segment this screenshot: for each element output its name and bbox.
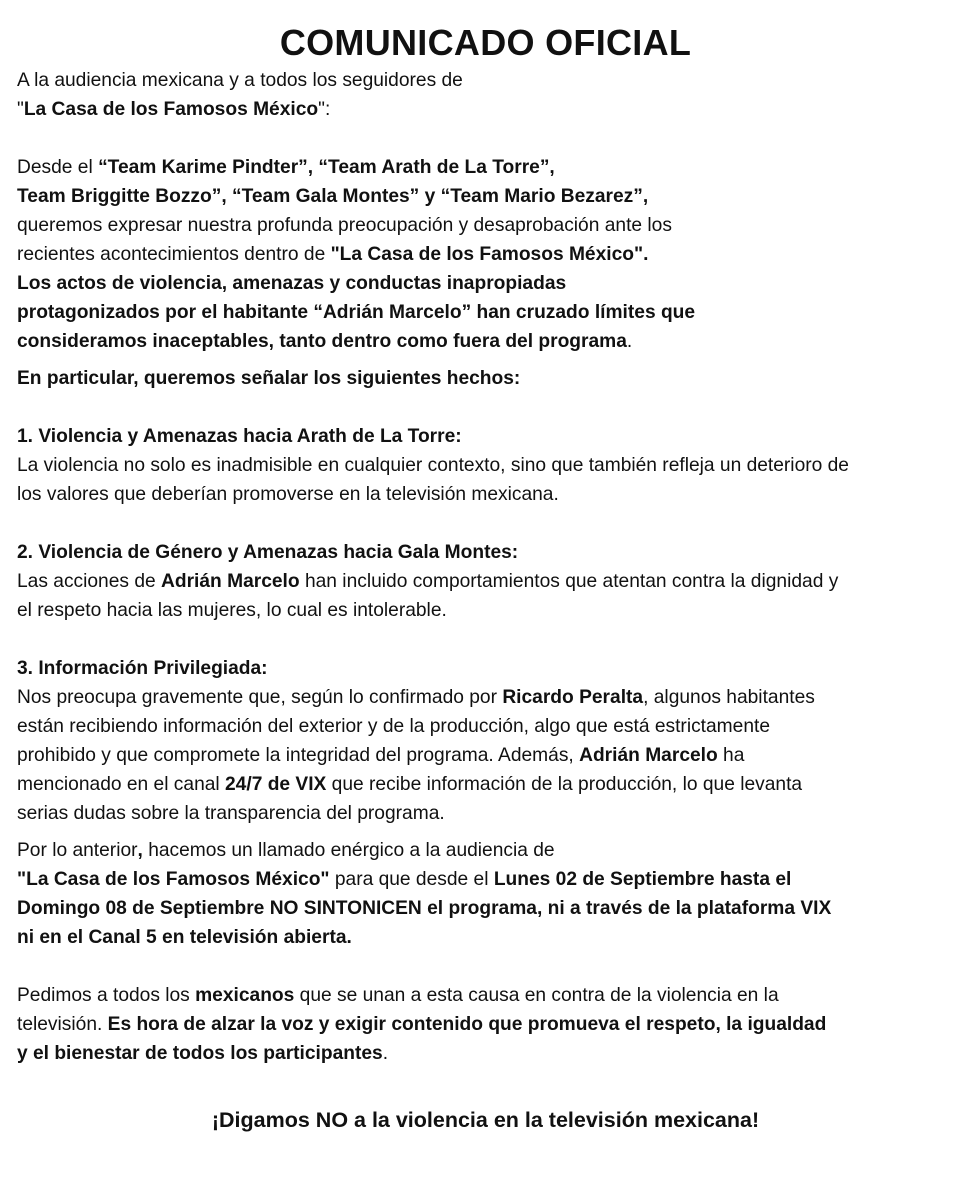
bold-text: 3. Información Privilegiada: bbox=[17, 658, 268, 679]
text: prohibido y que compromete la integridad del programa. Además, bbox=[17, 745, 580, 766]
intro-line-5 bbox=[17, 269, 954, 298]
intro-line-1 bbox=[17, 153, 954, 182]
point-2 bbox=[17, 538, 954, 625]
point-3-line-4 bbox=[17, 770, 954, 799]
intro-line-3: queremos expresar nuestra profunda preocupación y desaprobación ante los bbox=[17, 215, 672, 236]
point-1-line-1: La violencia no solo es inadmisible en cualquier contexto, sino que también refleja un deterioro de bbox=[17, 455, 849, 476]
intro-line-4 bbox=[17, 240, 954, 269]
point-2-line-1 bbox=[17, 567, 954, 596]
person-name: Adrián Marcelo bbox=[579, 745, 718, 766]
bold-text: ni en el Canal 5 en televisión abierta. bbox=[17, 927, 352, 948]
point-3-heading bbox=[17, 654, 954, 683]
person-name: Adrián Marcelo bbox=[161, 571, 300, 592]
document-title: COMUNICADO OFICIAL bbox=[279, 22, 692, 63]
bold-text: Los actos de violencia, amenazas y conductas inapropiadas bbox=[17, 273, 567, 294]
text: para que desde el bbox=[329, 869, 494, 890]
teams-text: Team Briggitte Bozzo”, “Team Gala Montes” y “Team Mario Bezarez”, bbox=[17, 186, 649, 207]
intro-paragraph bbox=[17, 153, 954, 356]
channel-name: 24/7 de VIX bbox=[225, 774, 327, 795]
date-range: Lunes 02 de Septiembre hasta el bbox=[493, 869, 792, 890]
text: Desde el bbox=[17, 157, 99, 178]
person-name: Ricardo Peralta bbox=[502, 687, 644, 708]
text: que se unan a esta causa en contra de la violencia en la bbox=[294, 985, 779, 1006]
point-1-heading bbox=[17, 422, 954, 451]
statement-body bbox=[17, 66, 954, 1068]
teams-text: “Team Karime Pindter”, “Team Arath de La Torre”, bbox=[98, 157, 555, 178]
bold-text: En particular, queremos señalar los siguientes hechos: bbox=[17, 368, 521, 389]
point-3-line-5: serias dudas sobre la transparencia del programa. bbox=[17, 803, 445, 824]
salutation-line-2 bbox=[17, 95, 954, 124]
ask-line-2 bbox=[17, 1010, 954, 1039]
intro-line-6 bbox=[17, 298, 954, 327]
point-3-line-2: están recibiendo información del exterior y de la producción, algo que está estrictamente bbox=[17, 716, 771, 737]
bold-text: 1. Violencia y Amenazas hacia Arath de La Torre: bbox=[17, 426, 462, 447]
ask-paragraph bbox=[17, 981, 954, 1068]
show-name: La Casa de los Famosos México bbox=[23, 99, 319, 120]
text: . bbox=[626, 331, 633, 352]
point-3-line-1 bbox=[17, 683, 954, 712]
text: Nos preocupa gravemente que, según lo confirmado por bbox=[17, 687, 503, 708]
bold-text: 2. Violencia de Género y Amenazas hacia Gala Montes: bbox=[17, 542, 519, 563]
bold-text: consideramos inaceptables, tanto dentro como fuera del programa bbox=[17, 331, 627, 352]
text: Las acciones de bbox=[17, 571, 161, 592]
text: Por lo anterior bbox=[17, 840, 138, 861]
ask-line-1 bbox=[17, 981, 954, 1010]
bold-text: y el bienestar de todos los participantes bbox=[17, 1043, 383, 1064]
ask-line-3 bbox=[17, 1039, 954, 1068]
bold-text: protagonizados por el habitante “Adrián Marcelo” han cruzado límites que bbox=[17, 302, 696, 323]
text: , algunos habitantes bbox=[643, 687, 815, 708]
show-name: "La Casa de los Famosos México" bbox=[17, 869, 330, 890]
text: que recibe información de la producción, lo que levanta bbox=[326, 774, 803, 795]
point-1 bbox=[17, 422, 954, 509]
call-line-4 bbox=[17, 923, 954, 952]
text: recientes acontecimientos dentro de bbox=[17, 244, 331, 265]
bold-text: mexicanos bbox=[195, 985, 295, 1006]
text: televisión. bbox=[17, 1014, 108, 1035]
show-name: "La Casa de los Famosos México". bbox=[330, 244, 649, 265]
quote-close: ": bbox=[318, 99, 331, 120]
salutation bbox=[17, 66, 954, 124]
text: mencionado en el canal bbox=[17, 774, 226, 795]
salutation-line-1: A la audiencia mexicana y a todos los seguidores de bbox=[17, 70, 463, 91]
call-line-2 bbox=[17, 865, 954, 894]
point-3 bbox=[17, 654, 954, 828]
point-3-line-3 bbox=[17, 741, 954, 770]
call-line-3 bbox=[17, 894, 954, 923]
intro-line-7 bbox=[17, 327, 954, 356]
quote-open: " bbox=[17, 99, 24, 120]
bold-text: Es hora de alzar la voz y exigir contenido que promueva el respeto, la igualdad bbox=[107, 1014, 827, 1035]
intro-line-2 bbox=[17, 182, 954, 211]
text: hacemos un llamado enérgico a la audiencia de bbox=[142, 840, 555, 861]
point-1-line-2: los valores que deberían promoverse en la televisión mexicana. bbox=[17, 484, 559, 505]
bold-text: Domingo 08 de Septiembre NO SINTONICEN el programa, ni a través de la plataforma VIX bbox=[17, 898, 832, 919]
text: ha bbox=[717, 745, 745, 766]
closing-slogan: ¡Digamos NO a la violencia en la televisión mexicana! bbox=[211, 1108, 760, 1132]
bold-comma: , bbox=[137, 840, 143, 861]
particular-heading bbox=[17, 364, 954, 393]
point-2-line-2: el respeto hacia las mujeres, lo cual es intolerable. bbox=[17, 600, 447, 621]
text: han incluido comportamientos que atentan contra la dignidad y bbox=[299, 571, 839, 592]
text: . bbox=[382, 1043, 389, 1064]
point-2-heading bbox=[17, 538, 954, 567]
call-line-1 bbox=[17, 836, 954, 865]
call-to-action bbox=[17, 836, 954, 952]
text: Pedimos a todos los bbox=[17, 985, 196, 1006]
